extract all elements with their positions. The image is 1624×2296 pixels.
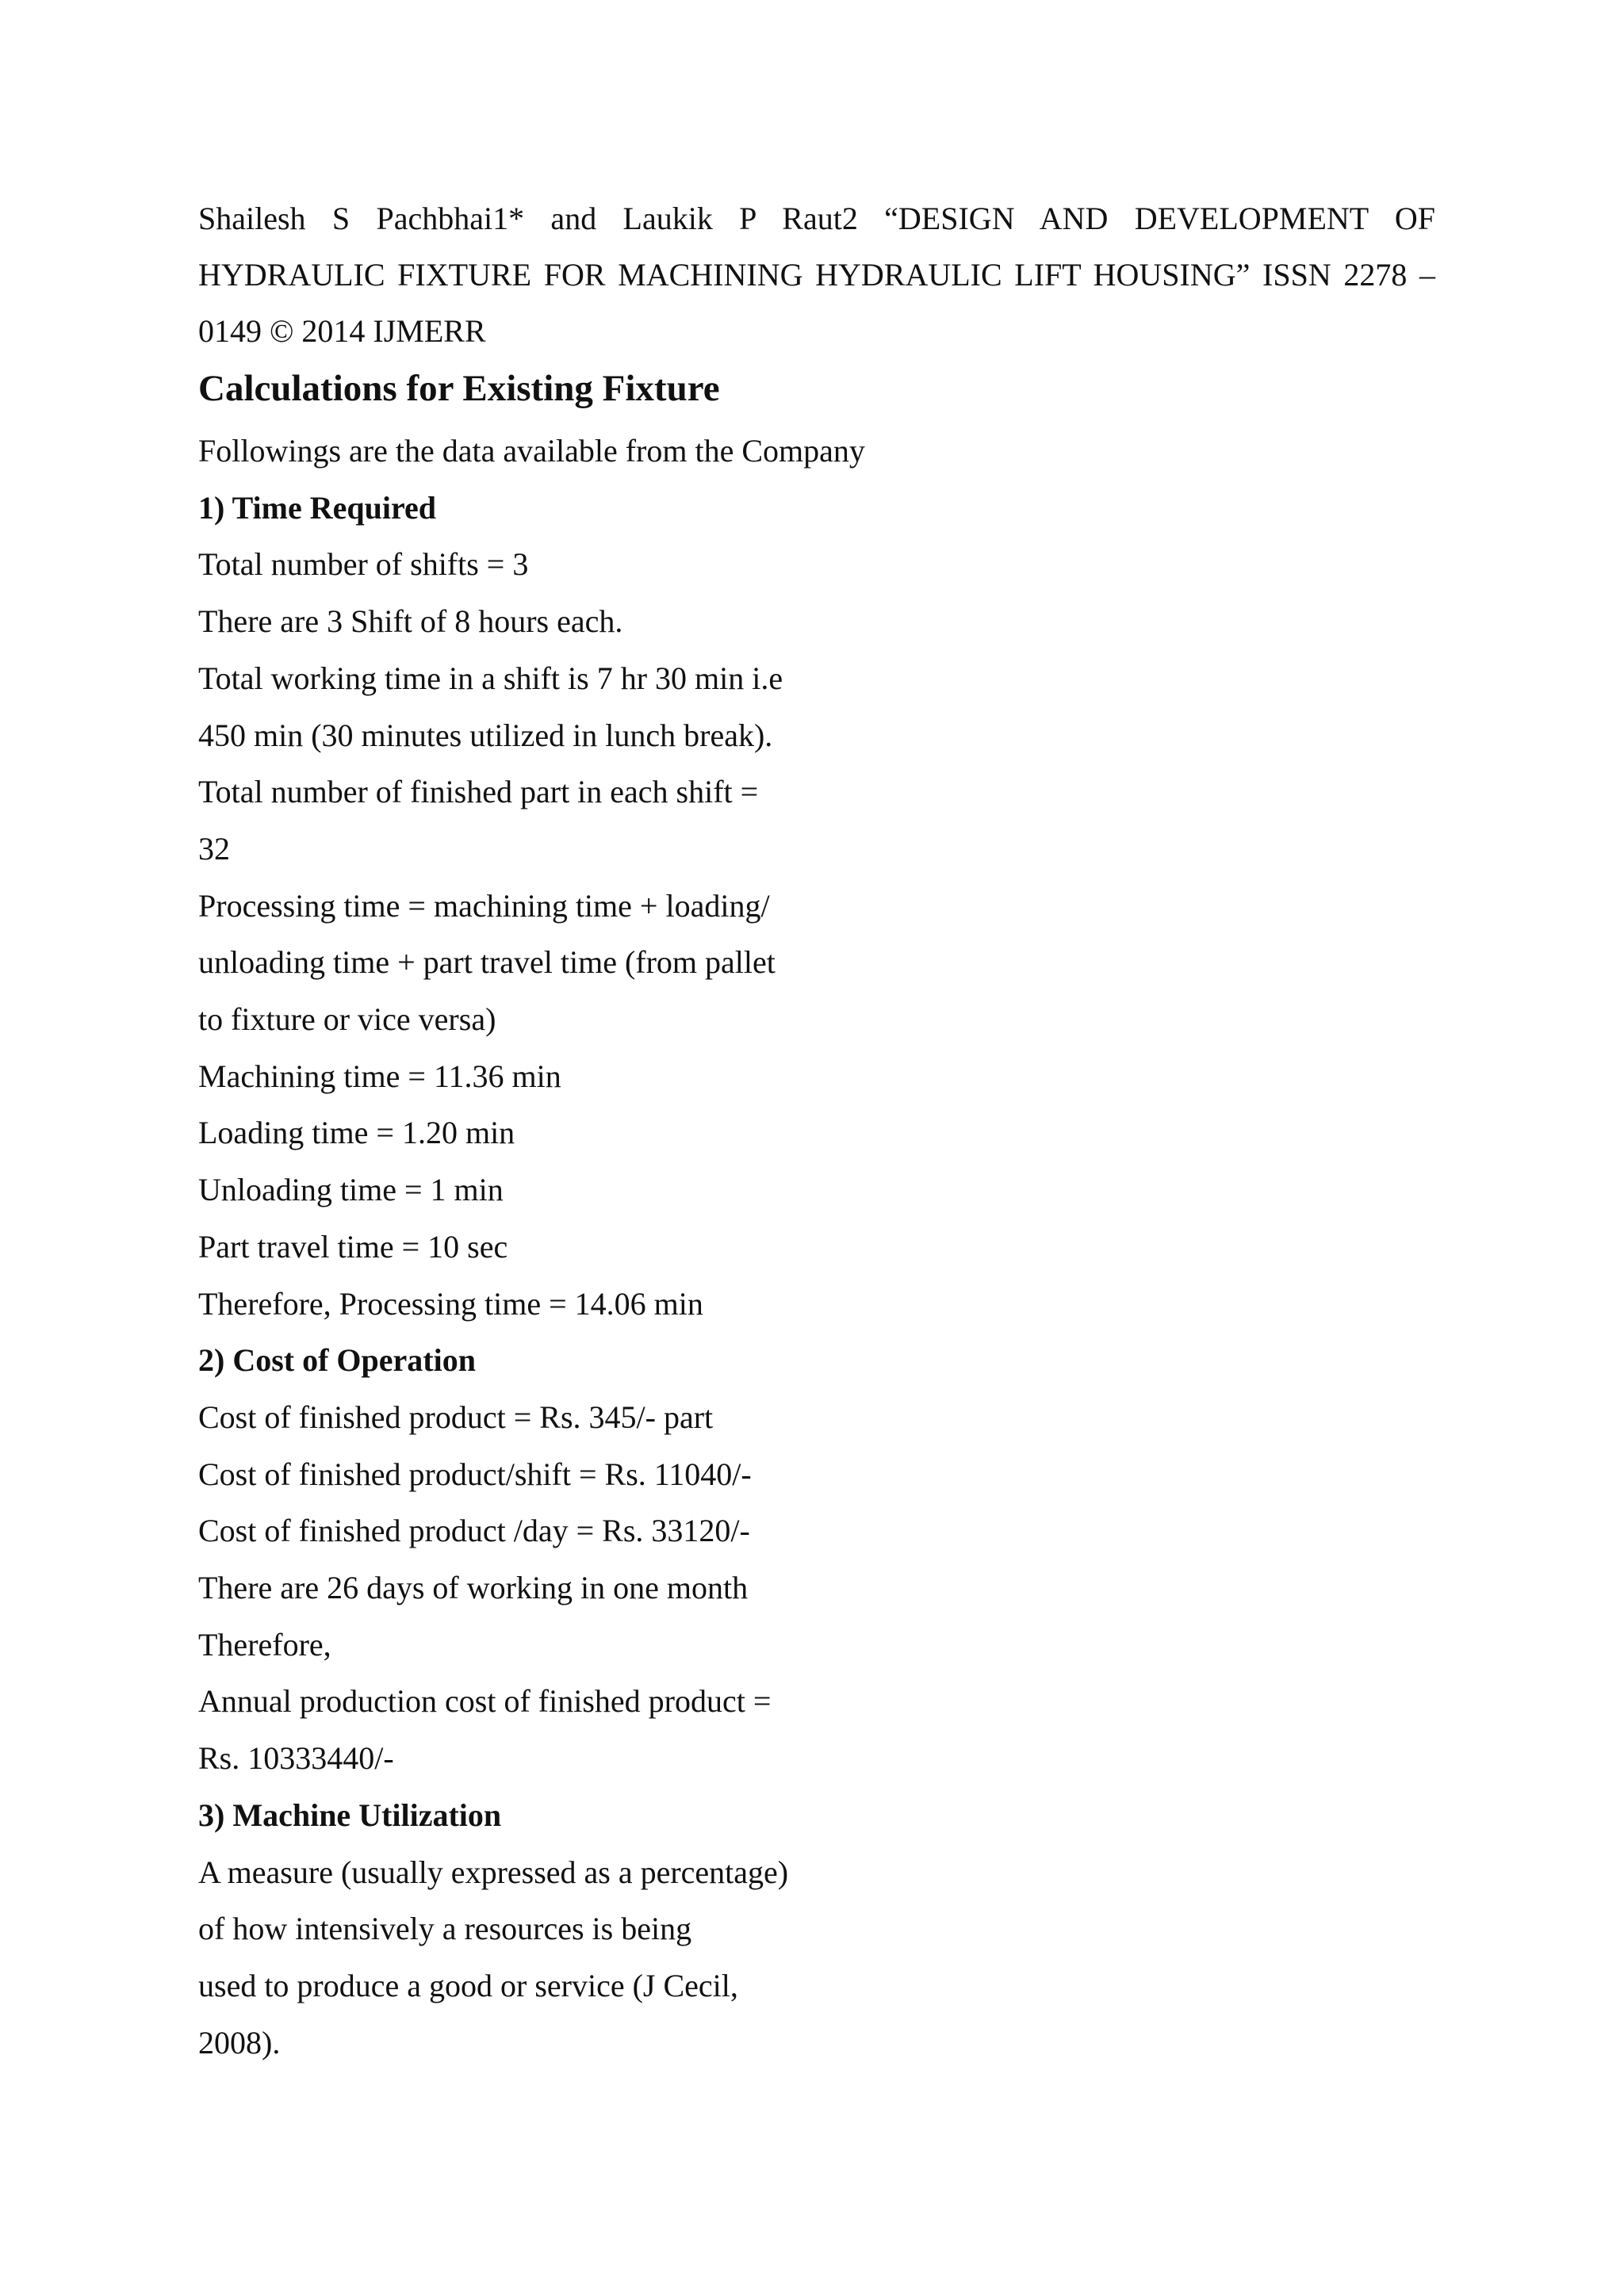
reference-line: HYDRAULIC FIXTURE FOR MACHINING HYDRAULIC LIFT HOUSING” ISSN 2278 – bbox=[198, 257, 1435, 293]
text-line: Rs. 10333440/- bbox=[198, 1740, 394, 1777]
text-line: of how intensively a resources is being bbox=[198, 1911, 692, 1947]
text-line: Total working time in a shift is 7 hr 30 min i.e bbox=[198, 660, 783, 696]
text-line: There are 26 days of working in one month bbox=[198, 1570, 749, 1606]
text-line: 2008). bbox=[198, 2024, 281, 2061]
text-line: Therefore, Processing time = 14.06 min bbox=[198, 1285, 703, 1322]
text-line: Therefore, bbox=[198, 1626, 331, 1663]
text-line: used to produce a good or service (J Cecil, bbox=[198, 1967, 738, 2003]
text-line: unloading time + part travel time (from pallet bbox=[198, 944, 776, 981]
text-line: Machining time = 11.36 min bbox=[198, 1058, 561, 1094]
text-line: Total number of shifts = 3 bbox=[198, 546, 529, 583]
subsection-title-cost-of-operation: 2) Cost of Operation bbox=[198, 1342, 476, 1379]
text-line: There are 3 Shift of 8 hours each. bbox=[198, 603, 623, 640]
text-line: Loading time = 1.20 min bbox=[198, 1115, 515, 1151]
text-line: Total number of finished part in each shift = bbox=[198, 774, 759, 810]
section-heading: Calculations for Existing Fixture bbox=[198, 368, 720, 409]
intro-text: Followings are the data available from the Company bbox=[198, 433, 865, 469]
text-line: Annual production cost of finished product = bbox=[198, 1683, 772, 1720]
text-line: 32 bbox=[198, 830, 230, 867]
text-line: Cost of finished product = Rs. 345/- part bbox=[198, 1399, 714, 1435]
subsection-title-time-required: 1) Time Required bbox=[198, 489, 437, 526]
text-line: Cost of finished product /day = Rs. 33120/- bbox=[198, 1513, 750, 1549]
reference-line: Shailesh S Pachbhai1* and Laukik P Raut2 “DESIGN AND DEVELOPMENT OF bbox=[198, 201, 1435, 236]
text-line: A measure (usually expressed as a percentage) bbox=[198, 1854, 789, 1890]
document-body bbox=[198, 190, 1435, 2071]
text-line: Cost of finished product/shift = Rs. 11040/- bbox=[198, 1456, 752, 1492]
text-line: Unloading time = 1 min bbox=[198, 1172, 504, 1208]
reference-line: 0149 © 2014 IJMERR bbox=[198, 313, 486, 349]
text-line: to fixture or vice versa) bbox=[198, 1001, 496, 1038]
reference-citation bbox=[198, 190, 1435, 359]
text-line: 450 min (30 minutes utilized in lunch break). bbox=[198, 717, 773, 753]
text-line: Part travel time = 10 sec bbox=[198, 1228, 508, 1265]
text-line: Processing time = machining time + loading/ bbox=[198, 887, 770, 924]
subsection-title-machine-utilization: 3) Machine Utilization bbox=[198, 1797, 502, 1833]
